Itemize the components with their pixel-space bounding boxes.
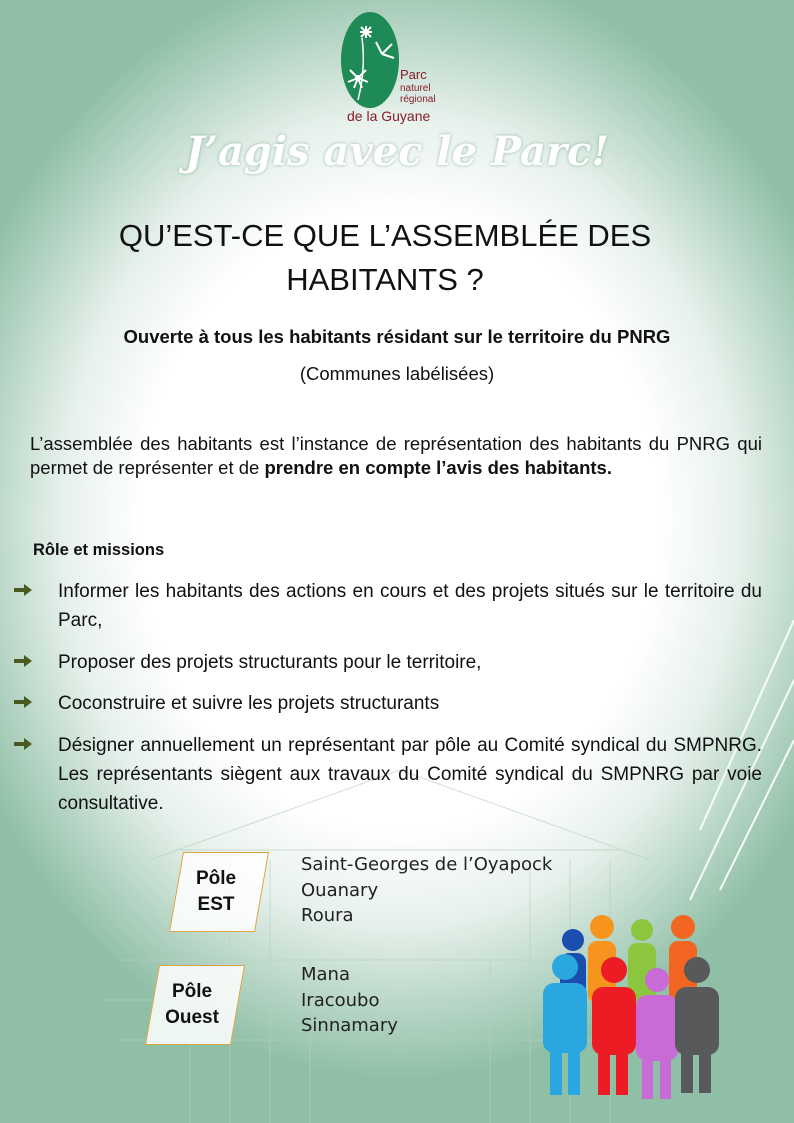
mission-text: Coconstruire et suivre les projets structurants xyxy=(58,693,440,714)
town-item: Iracoubo xyxy=(301,989,380,1011)
pole-est-label xyxy=(176,866,256,918)
arrow-right-icon xyxy=(14,655,32,667)
mission-text: Désigner annuellement un représentant par pôle au Comité syndical du SMPNRG. Les représentants siègent aux travaux du Comité syndical du SMPNRG par voie consultative. xyxy=(58,735,762,814)
intro-paragraph xyxy=(30,432,762,480)
town-item: Sinnamary xyxy=(301,1015,398,1036)
mission-text: Proposer des projets structurants pour le territoire, xyxy=(58,652,482,673)
people-group-icon xyxy=(530,905,730,1105)
subnote: (Communes labélisées) xyxy=(299,363,495,384)
page-title-line1: QU’EST-CE QUE L’ASSEMBLÉE DES xyxy=(118,218,652,253)
intro-bold-text: prendre en compte l’avis des habitants. xyxy=(264,457,612,478)
town-item: Saint-Georges de l’Oyapock xyxy=(301,854,553,875)
mission-item xyxy=(14,648,762,677)
mission-item xyxy=(14,577,762,635)
pole-est-label-line2: EST xyxy=(197,894,235,915)
pole-ouest-towns xyxy=(301,962,398,1039)
mission-text: Informer les habitants des actions en cours et des projets situés sur le territoire du Parc, xyxy=(58,581,762,631)
pole-est-label-line1: Pôle xyxy=(195,868,237,889)
arrow-right-icon xyxy=(14,584,32,596)
mission-item xyxy=(14,689,762,718)
pole-est-towns xyxy=(301,852,552,929)
logo-text-naturel: naturel xyxy=(400,83,431,94)
town-item: Roura xyxy=(301,905,354,926)
logo-text-subtitle xyxy=(400,83,436,105)
pole-ouest-label-line1: Pôle xyxy=(171,981,213,1002)
pole-ouest-label xyxy=(152,979,232,1031)
intro-text: L’assemblée des habitants est l’instance de représentation des habitants du PNRG qui permet de représenter et de xyxy=(30,433,762,478)
arrow-right-icon xyxy=(14,738,32,750)
town-item: Ouanary xyxy=(301,879,379,901)
mission-item xyxy=(14,731,762,818)
logo-text-regional: régional xyxy=(400,94,436,105)
pole-ouest-label-line2: Ouest xyxy=(165,1007,219,1028)
subtitle: Ouverte à tous les habitants résidant sur le territoire du PNRG xyxy=(123,326,671,347)
page-title xyxy=(60,214,710,302)
arrow-right-icon xyxy=(14,696,32,708)
town-item: Mana xyxy=(301,964,350,985)
slogan: J’agis avec le Parc! xyxy=(185,128,609,175)
logo-text-parc: Parc xyxy=(400,67,427,82)
page-title-line2: HABITANTS ? xyxy=(286,262,484,297)
logo-text-guyane: de la Guyane xyxy=(347,108,431,124)
roles-heading: Rôle et missions xyxy=(33,541,165,559)
